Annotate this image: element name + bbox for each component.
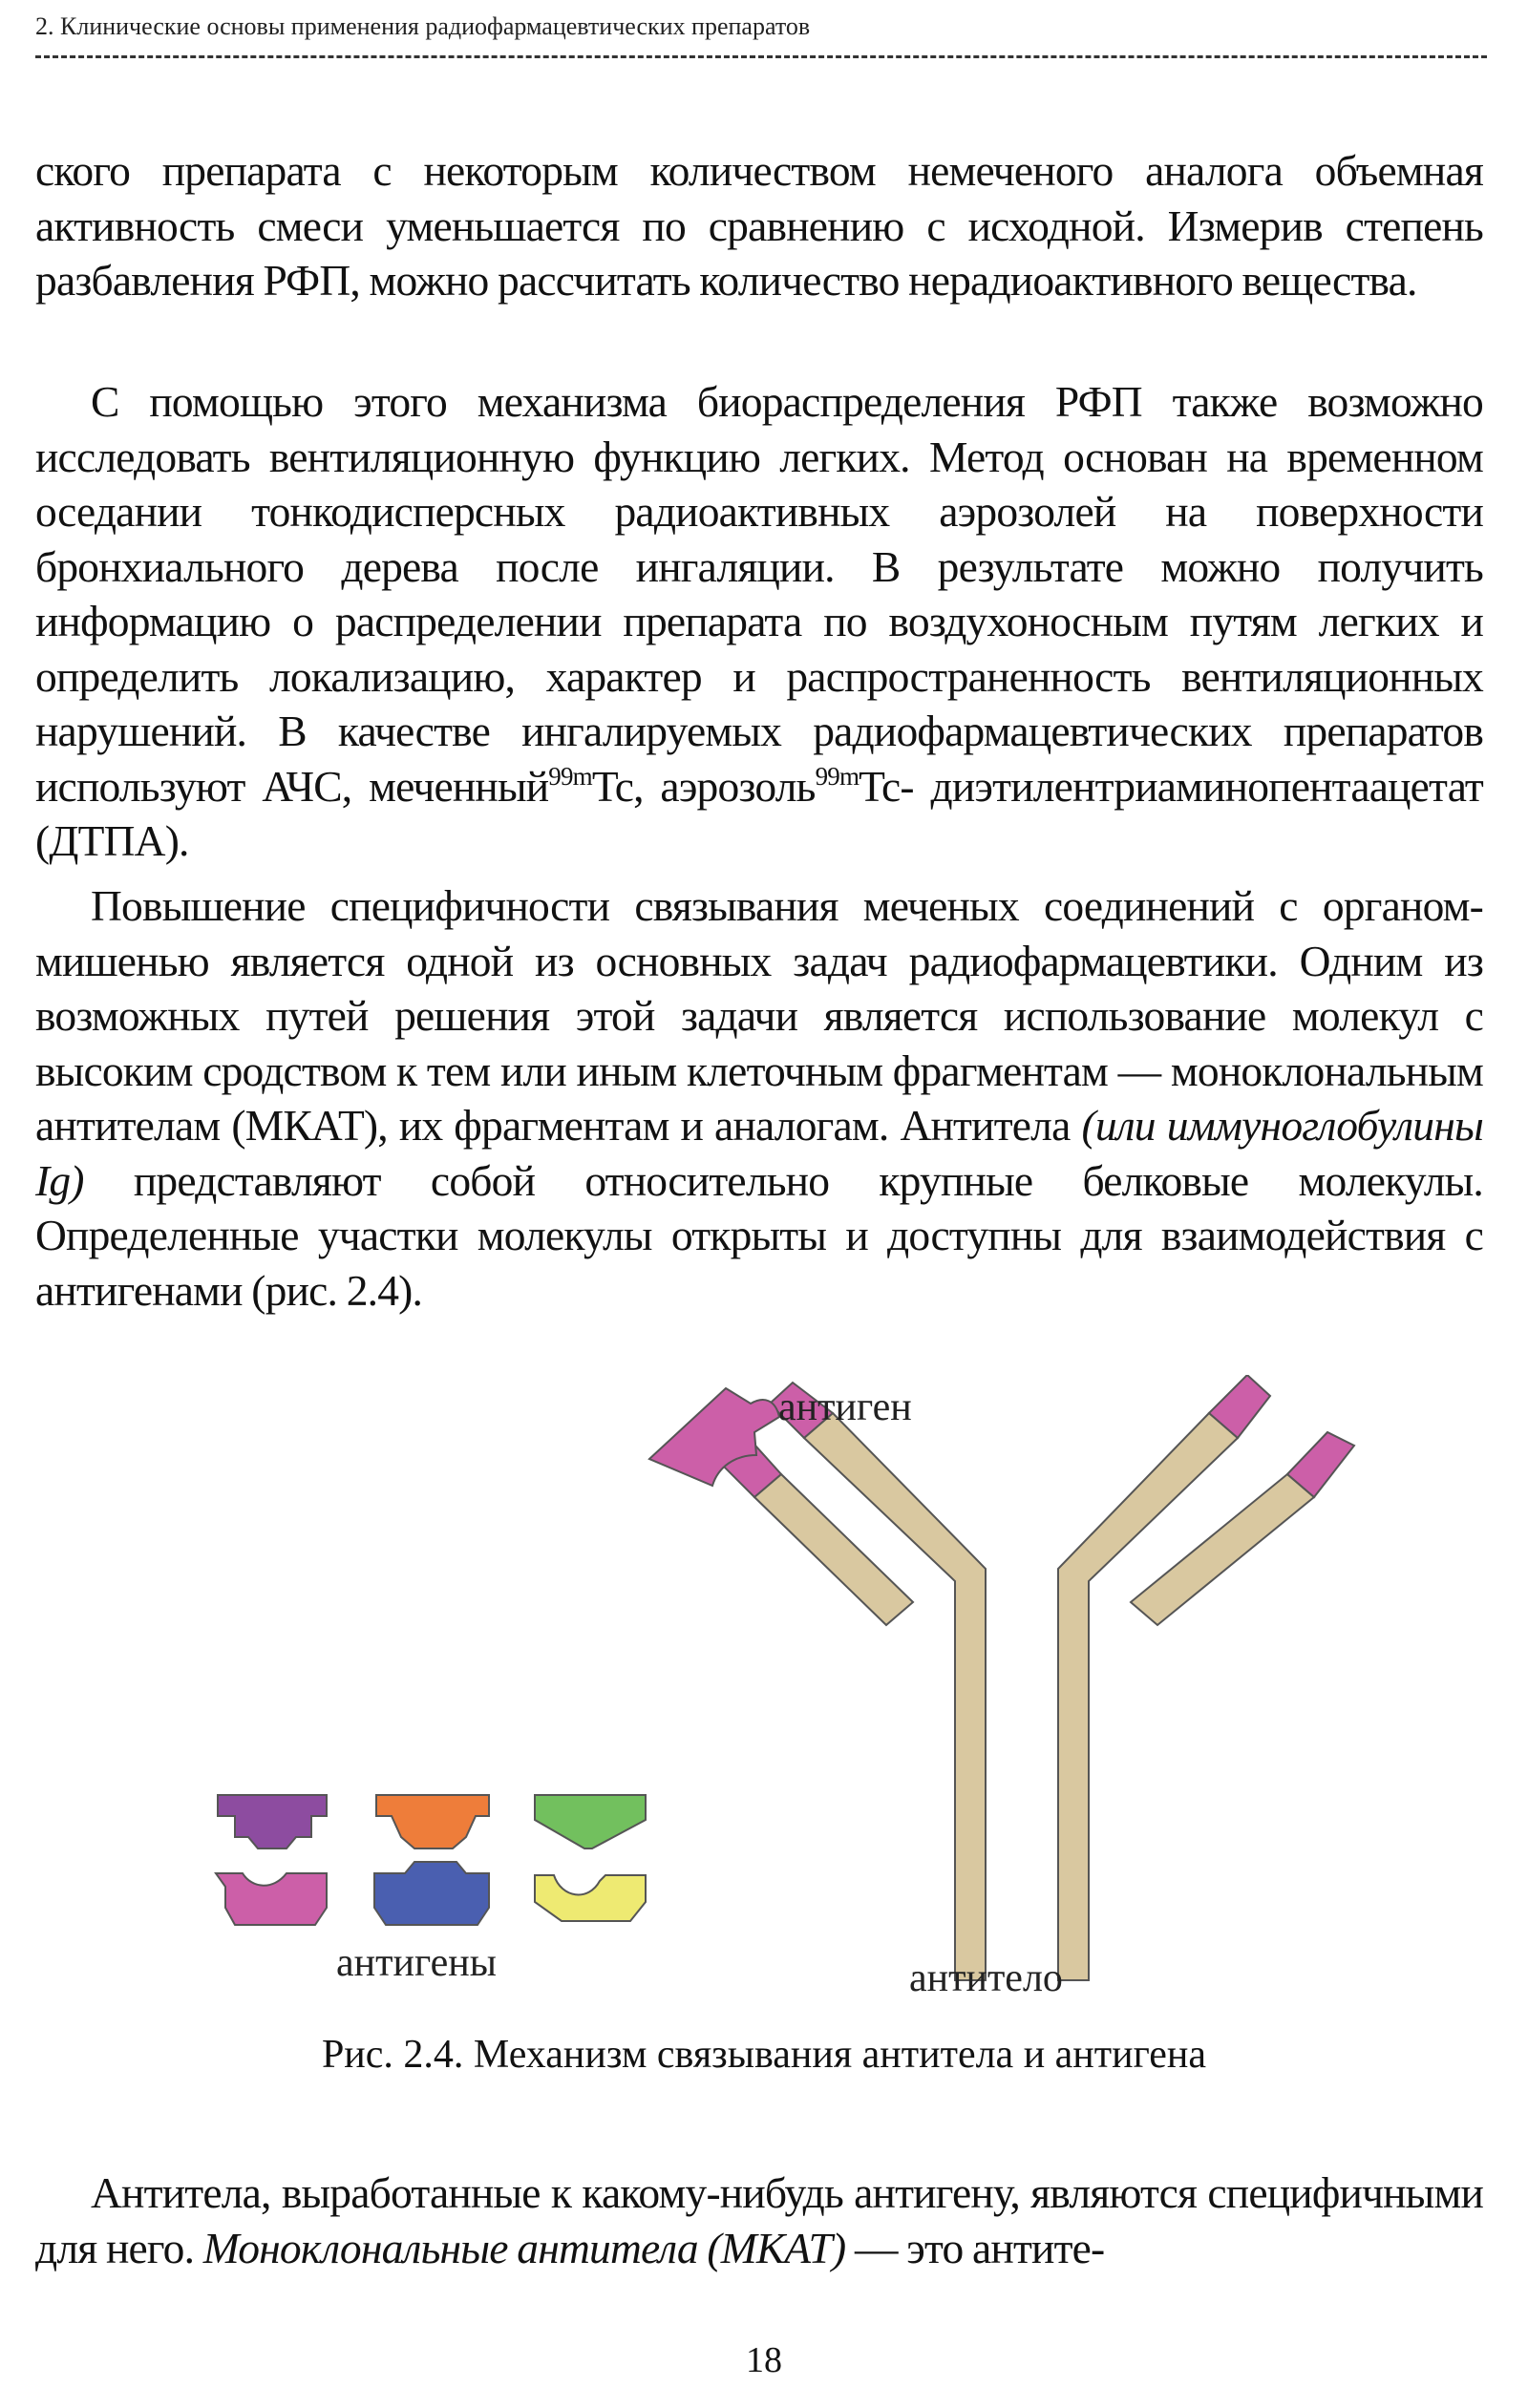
paragraph-1-text: ского препарата с некоторым количеством немеченого аналога объемная активность смеси уменьшается по сравнению с исходной. Измерив степень разбавления РФП, можно рассчитать количество нерадиоактивного вещества. [35,146,1483,305]
paragraph-3-italic: (или иммуноглобулины Ig) [35,1101,1484,1205]
paragraph-2 [35,374,1483,869]
paragraph-2-text-1: С помощью этого механизма биораспределения РФП также возможно исследовать вентиляционную функцию легких. Метод основан на временном оседании тонкодисперсных радиоактивных аэрозолей на поверхности бронхиального дерева после ингаляции. В результате можно получить информацию о распределении препарата по воздухоносным путям легких и определить локализацию, характер и распространенность вентиляционных нарушений. В качестве ингалируемых радиофармацевтических препаратов используют АЧС, меченный [35,377,1483,811]
paragraph-1 [35,143,1483,308]
paragraph-2-text-3: Tc- диэтилентриаминопентаацетат (ДТПА). [35,761,1483,865]
antibody-diagram [0,1375,1528,2062]
antigen-pink [216,1873,327,1925]
header-divider [35,55,1487,58]
paragraph-3-text-1: Повышение специфичности связывания меченых соединений с органом-мишенью является одной из основных задач радиофармацевтики. Одним из возможных путей решения этой задачи является использование молекул с высоким сродством к тем или иным клеточным фрагментам — моноклональным антителам (МКАТ), их фрагментам и аналогам. Антитела [35,881,1483,1150]
antigen-blue [374,1862,489,1925]
page-number: 18 [746,2340,782,2380]
antigen-green [535,1795,646,1848]
paragraph-3 [35,878,1483,1318]
label-antigens: антигены [336,1941,497,1985]
paragraph-4-italic: Моноклональные антитела (МКАТ) [202,2223,846,2272]
paragraph-4-text-2: — это антите- [854,2223,1105,2272]
antibody-antigen-figure [0,1375,1528,2062]
paragraph-2-text-2: Tc, аэрозоль [591,761,816,811]
antigen-orange [376,1795,489,1848]
antigen-yellow [535,1875,646,1921]
antibody-left-heavy-chain [804,1413,986,1980]
paragraph-4 [35,2165,1483,2275]
figure-caption: Рис. 2.4. Механизм связывания антитела и антигена [321,2033,1207,2077]
isotope-superscript-2: 99m [815,761,860,791]
running-header: 2. Клинические основы применения радиофармацевтических препаратов [35,12,811,40]
isotope-superscript-1: 99m [548,761,592,791]
label-antibody: антитело [909,1956,1063,2000]
paragraph-3-text-2: представляют собой относительно крупные белковые молекулы. Определенные участки молекулы открыты и доступны для взаимодействия с антигенами (рис. 2.4). [35,1155,1483,1315]
label-antigen: антиген [778,1385,912,1429]
antibody-right-heavy-chain [1058,1413,1238,1980]
antigen-purple [218,1795,327,1848]
paragraph-4-text-1: Антитела, выработанные к какому-нибудь антигену, являются специфичными для него. [35,2168,1483,2272]
